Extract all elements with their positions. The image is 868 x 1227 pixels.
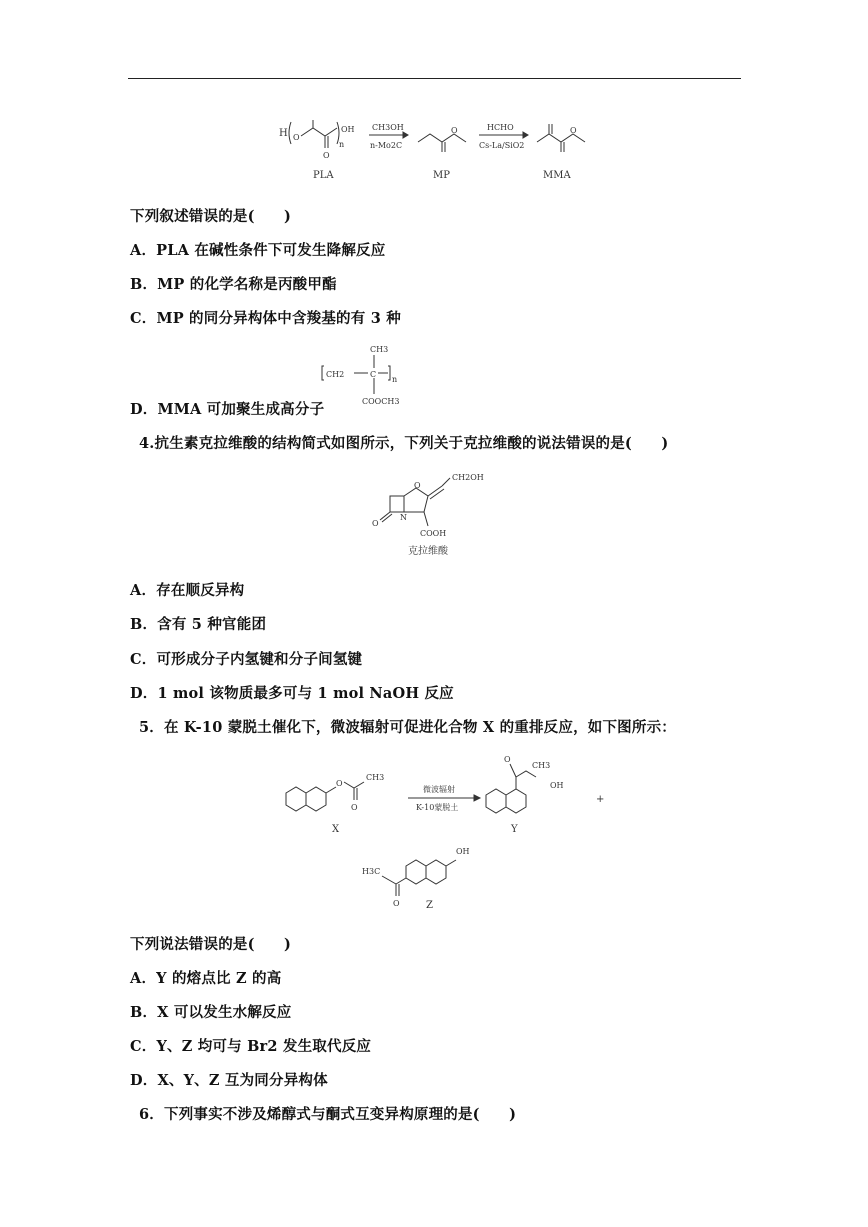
z-oh-label: OH: [456, 847, 470, 856]
y-o-label: O: [504, 755, 511, 764]
q4-option-a: A．存在顺反异构: [130, 582, 245, 599]
arrow2-top-label: HCHO: [487, 123, 514, 132]
clav-caption: 克拉维酸: [408, 546, 448, 557]
y-label: Y: [511, 824, 518, 835]
q5-stem: 5．在 K-10 蒙脱土催化下，微波辐射可促进化合物 X 的重排反应，如下图所示：: [139, 719, 676, 736]
mp-label: MP: [433, 170, 450, 181]
q3-option-a: A．PLA 在碱性条件下可发生降解反应: [130, 242, 386, 259]
q5-stem2: 下列说法错误的是( ): [130, 936, 292, 953]
reaction-scheme-pla-mp-mma: [275, 118, 595, 184]
header-rule: [128, 78, 741, 79]
q5-arrow-bottom: K-10蒙脱土: [416, 803, 459, 812]
polymer-n-label: n: [392, 375, 398, 384]
polymer-cooch3-label: COOCH3: [362, 397, 400, 406]
polymer-ch2-label: CH2: [326, 370, 345, 379]
q5-option-d: D．X、Y、Z 互为同分异构体: [130, 1072, 328, 1089]
clav-cooh-label: COOH: [420, 529, 447, 538]
z-label: Z: [426, 900, 433, 911]
q5-option-a: A．Y 的熔点比 Z 的高: [130, 970, 282, 987]
mp-o-label: O: [451, 126, 458, 135]
q3-option-d: D．MMA 可加聚生成高分子: [130, 401, 325, 418]
q5-option-c: C．Y、Z 均可与 Br2 发生取代反应: [130, 1038, 372, 1055]
mma-polymer-structure: [318, 340, 428, 412]
q3-option-b: B．MP 的化学名称是丙酸甲酯: [130, 276, 337, 293]
clav-ring-o: O: [414, 481, 421, 490]
y-ch3-label: CH3: [532, 761, 551, 770]
clav-carbonyl-o: O: [372, 519, 379, 528]
pla-o1-label: O: [293, 133, 300, 142]
q4-option-b: B．含有 5 种官能团: [130, 616, 267, 633]
q5-reaction-scheme: [278, 748, 608, 918]
q4-option-c: C．可形成分子内氢键和分子间氢键: [130, 651, 363, 668]
clav-ch2oh-label: CH2OH: [452, 473, 484, 482]
q3-option-c: C．MP 的同分异构体中含羧基的有 3 种: [130, 310, 401, 327]
arrow1-top-label: CH3OH: [372, 123, 404, 132]
x-carbonyl-o: O: [351, 803, 358, 812]
q4-option-d: D．1 mol 该物质最多可与 1 mol NaOH 反应: [130, 685, 454, 702]
x-ch3-label: CH3: [366, 773, 385, 782]
q5-plus-sign: +: [596, 794, 605, 805]
mma-o-label: O: [570, 126, 577, 135]
x-o-label: O: [336, 779, 343, 788]
pla-n-label: n: [339, 140, 345, 149]
clavulanic-acid-structure: [370, 468, 500, 560]
pla-o2-label: O: [323, 151, 330, 160]
z-carbonyl-o: O: [393, 899, 400, 908]
pla-h-label: H: [279, 128, 288, 139]
polymer-c-label: C: [370, 370, 377, 379]
x-label: X: [332, 824, 340, 835]
q6-stem: 6．下列事实不涉及烯醇式与酮式互变异构原理的是( ): [139, 1106, 517, 1123]
arrow2-bottom-label: Cs-La/SiO2: [479, 141, 525, 150]
q3-stem: 下列叙述错误的是( ): [130, 208, 292, 225]
y-oh-label: OH: [550, 781, 564, 790]
mma-label: MMA: [543, 170, 571, 181]
pla-oh-label: OH: [341, 125, 355, 134]
polymer-ch3-label: CH3: [370, 345, 389, 354]
q5-option-b: B．X 可以发生水解反应: [130, 1004, 292, 1021]
clav-n-label: N: [400, 513, 407, 522]
q5-arrow-top: 微波辐射: [423, 785, 455, 794]
q4-stem: 4.抗生素克拉维酸的结构简式如图所示，下列关于克拉维酸的说法错误的是( ): [139, 435, 669, 452]
arrow1-bottom-label: n-Mo2C: [370, 141, 403, 150]
pla-label: PLA: [313, 170, 334, 181]
z-h3c-label: H3C: [362, 867, 381, 876]
